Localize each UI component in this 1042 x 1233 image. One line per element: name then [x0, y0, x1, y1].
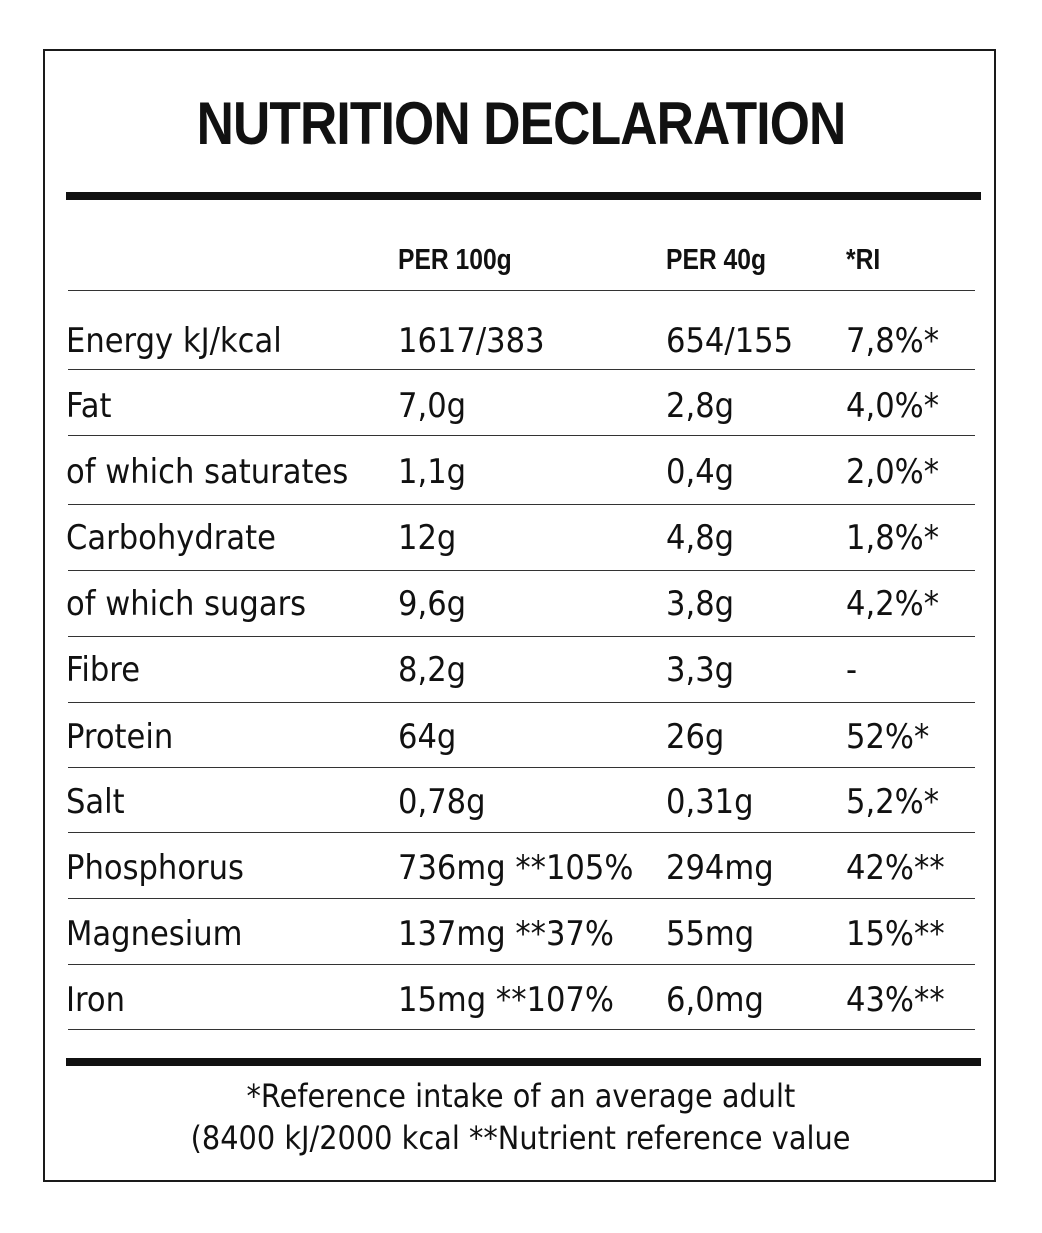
row-divider [68, 767, 975, 768]
row-ri: 2,0%* [846, 452, 940, 492]
row-name: Magnesium [66, 914, 243, 954]
title-divider [66, 192, 981, 200]
row-name: of which saturates [66, 452, 349, 492]
row-ri: 5,2%* [846, 782, 940, 822]
table-row-sugars [0, 584, 1042, 624]
row-name: Iron [66, 980, 126, 1020]
row-name: Phosphorus [66, 848, 244, 888]
table-row-fat [0, 386, 1042, 426]
row-ri: 4,0%* [846, 386, 940, 426]
row-divider [68, 570, 975, 571]
row-ri: - [846, 650, 858, 690]
row-name: Fat [66, 386, 112, 426]
row-per-40g: 3,3g [666, 650, 735, 690]
row-per-40g: 654/155 [666, 321, 794, 361]
table-row-energy [0, 321, 1042, 361]
header-divider [68, 290, 975, 291]
row-per-100g: 64g [398, 717, 457, 757]
row-name: of which sugars [66, 584, 307, 624]
row-divider [68, 435, 975, 436]
header-per-100g: PER 100g [398, 244, 512, 276]
row-ri: 52%* [846, 717, 930, 757]
row-per-100g: 1617/383 [398, 321, 545, 361]
row-per-40g: 55mg [666, 914, 755, 954]
row-divider [68, 369, 975, 370]
table-row-protein [0, 717, 1042, 757]
row-ri: 15%** [846, 914, 945, 954]
row-per-100g: 9,6g [398, 584, 467, 624]
row-ri: 7,8%* [846, 321, 940, 361]
table-row-magnesium [0, 914, 1042, 954]
table-row-phosphorus [0, 848, 1042, 888]
row-ri: 42%** [846, 848, 945, 888]
row-name: Salt [66, 782, 125, 822]
row-per-40g: 3,8g [666, 584, 735, 624]
row-per-40g: 6,0mg [666, 980, 764, 1020]
footnote-reference-intake [0, 1075, 1042, 1117]
row-per-100g: 0,78g [398, 782, 486, 822]
table-row-salt [0, 782, 1042, 822]
row-name: Energy kJ/kcal [66, 321, 282, 361]
row-divider [68, 636, 975, 637]
row-per-100g: 736mg **105% [398, 848, 634, 888]
row-name: Carbohydrate [66, 518, 276, 558]
row-per-100g: 15mg **107% [398, 980, 614, 1020]
header-per-40g: PER 40g [666, 244, 767, 276]
row-name: Protein [66, 717, 174, 757]
row-per-100g: 12g [398, 518, 457, 558]
row-per-100g: 8,2g [398, 650, 467, 690]
row-per-40g: 4,8g [666, 518, 735, 558]
row-per-40g: 26g [666, 717, 725, 757]
table-row-iron [0, 980, 1042, 1020]
table-header [0, 240, 1042, 280]
footnote-line-2: (8400 kJ/2000 kcal **Nutrient reference value [191, 1119, 851, 1157]
table-row-fibre [0, 650, 1042, 690]
row-divider [68, 898, 975, 899]
row-ri: 1,8%* [846, 518, 940, 558]
row-divider [68, 832, 975, 833]
footer-divider [66, 1058, 981, 1066]
row-ri: 4,2%* [846, 584, 940, 624]
table-row-carbohydrate [0, 518, 1042, 558]
row-per-100g: 7,0g [398, 386, 467, 426]
row-per-40g: 2,8g [666, 386, 735, 426]
row-divider [68, 1029, 975, 1030]
footnote-nutrient-reference [0, 1117, 1042, 1159]
row-per-40g: 294mg [666, 848, 774, 888]
header-ri: *RI [846, 244, 881, 276]
row-name: Fibre [66, 650, 141, 690]
row-divider [68, 964, 975, 965]
table-row-saturates [0, 452, 1042, 492]
row-divider [68, 702, 975, 703]
row-per-40g: 0,4g [666, 452, 735, 492]
row-per-100g: 1,1g [398, 452, 467, 492]
row-per-40g: 0,31g [666, 782, 754, 822]
row-ri: 43%** [846, 980, 945, 1020]
row-divider [68, 504, 975, 505]
footnote-line-1: *Reference intake of an average adult [246, 1077, 796, 1115]
row-per-100g: 137mg **37% [398, 914, 614, 954]
page-title: NUTRITION DECLARATION [196, 90, 846, 157]
